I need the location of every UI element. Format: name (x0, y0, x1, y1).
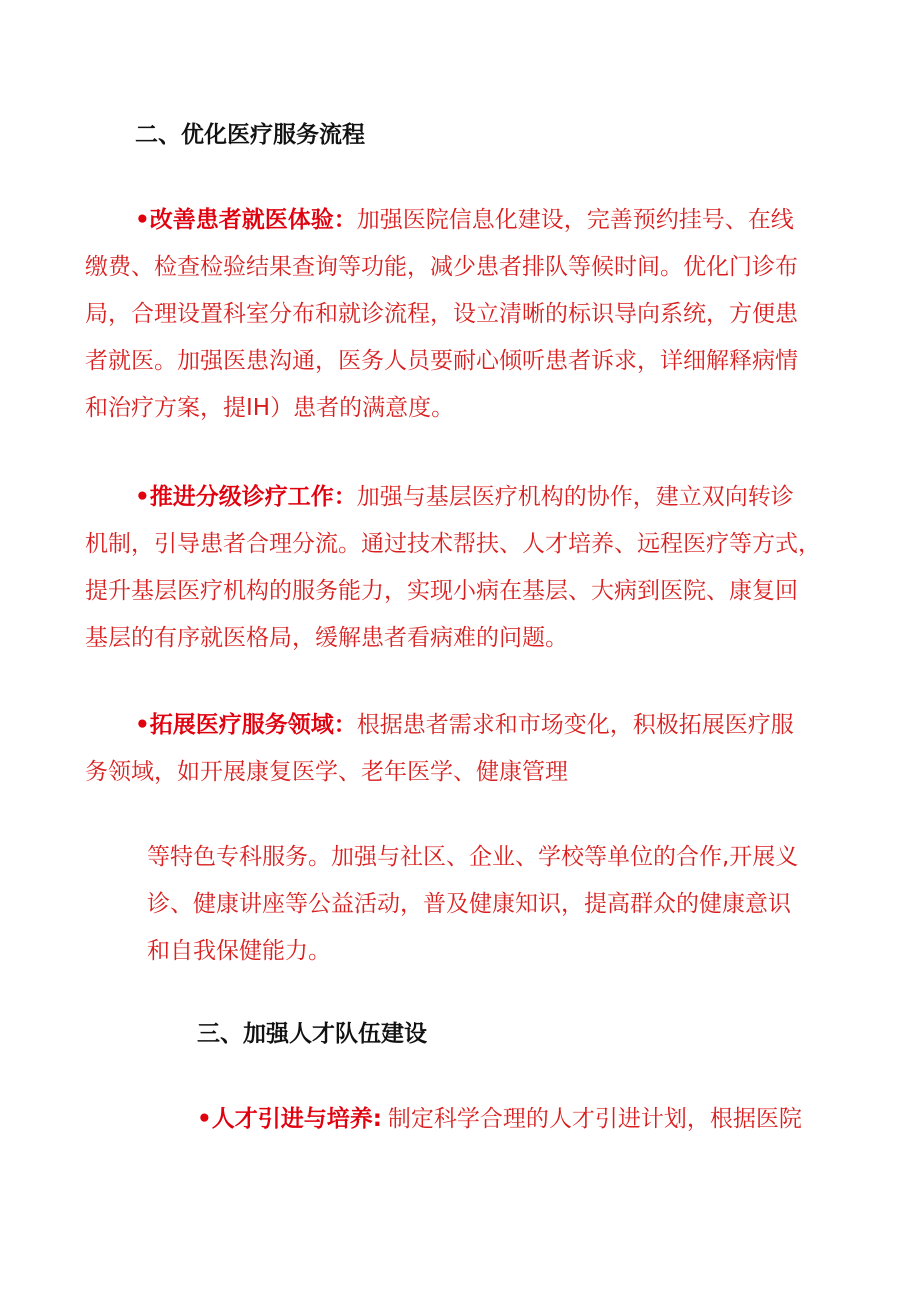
paragraph-improve-patient-experience (85, 197, 845, 432)
section-3-heading: 三、加强人才队伍建设 (197, 1021, 427, 1047)
paragraph-text: 制定科学合理的人才引进计划，根据医院 (387, 1106, 802, 1132)
paragraph-text: 加强与基层医疗机构的协作，建立双向转诊 (356, 484, 794, 510)
paragraph-line: 和治疗方案，提IH）患者的满意度。 (85, 395, 455, 421)
paragraph-line: 缴费、检查检验结果查询等功能，减少患者排队等候时间。优化门诊布 (85, 254, 798, 280)
paragraph-talent-recruitment (197, 1096, 877, 1143)
bullet-lead: •拓展医疗服务领域： (135, 712, 357, 738)
paragraph-line: 务领域，如开展康复医学、老年医学、健康管理 (85, 759, 568, 785)
paragraph-line (85, 197, 845, 244)
paragraph-text: 根据患者需求和市场变化，积极拓展医疗服 (356, 712, 794, 738)
paragraph-tiered-diagnosis (85, 474, 845, 662)
paragraph-line: 局，合理设置科室分布和就诊流程，设立清晰的标识导向系统，方便患 (85, 301, 798, 327)
bullet-lead: •推进分级诊疗工作： (135, 484, 357, 510)
paragraph-line (85, 474, 845, 521)
paragraph-expand-services (85, 702, 845, 796)
paragraph-line: 等特色专科服务。加强与社区、企业、学校等单位的合作,开展义 (147, 844, 799, 870)
paragraph-text: 加强医院信息化建设，完善预约挂号、在线 (356, 207, 794, 233)
paragraph-line: 机制，引导患者合理分流。通过技术帮扶、人才培养、远程医疗等方式， (85, 531, 821, 557)
paragraph-line: 基层的有序就医格局，缓解患者看病难的问题。 (85, 625, 568, 651)
bullet-lead: •改善患者就医体验： (135, 207, 357, 233)
paragraph-continuation (147, 834, 847, 975)
paragraph-line: 提升基层医疗机构的服务能力，实现小病在基层、大病到医院、康复回 (85, 578, 798, 604)
paragraph-line (85, 702, 845, 749)
paragraph-line: 者就医。加强医患沟通，医务人员要耐心倾听患者诉求，详细解释病情 (85, 348, 798, 374)
section-2-heading: 二、优化医疗服务流程 (135, 122, 365, 148)
paragraph-line: 诊、健康讲座等公益活动，普及健康知识，提高群众的健康意识 (147, 891, 791, 917)
paragraph-line (197, 1096, 877, 1143)
paragraph-line: 和自我保健能力。 (147, 938, 331, 964)
bullet-lead: •人才引进与培养: (197, 1106, 382, 1132)
